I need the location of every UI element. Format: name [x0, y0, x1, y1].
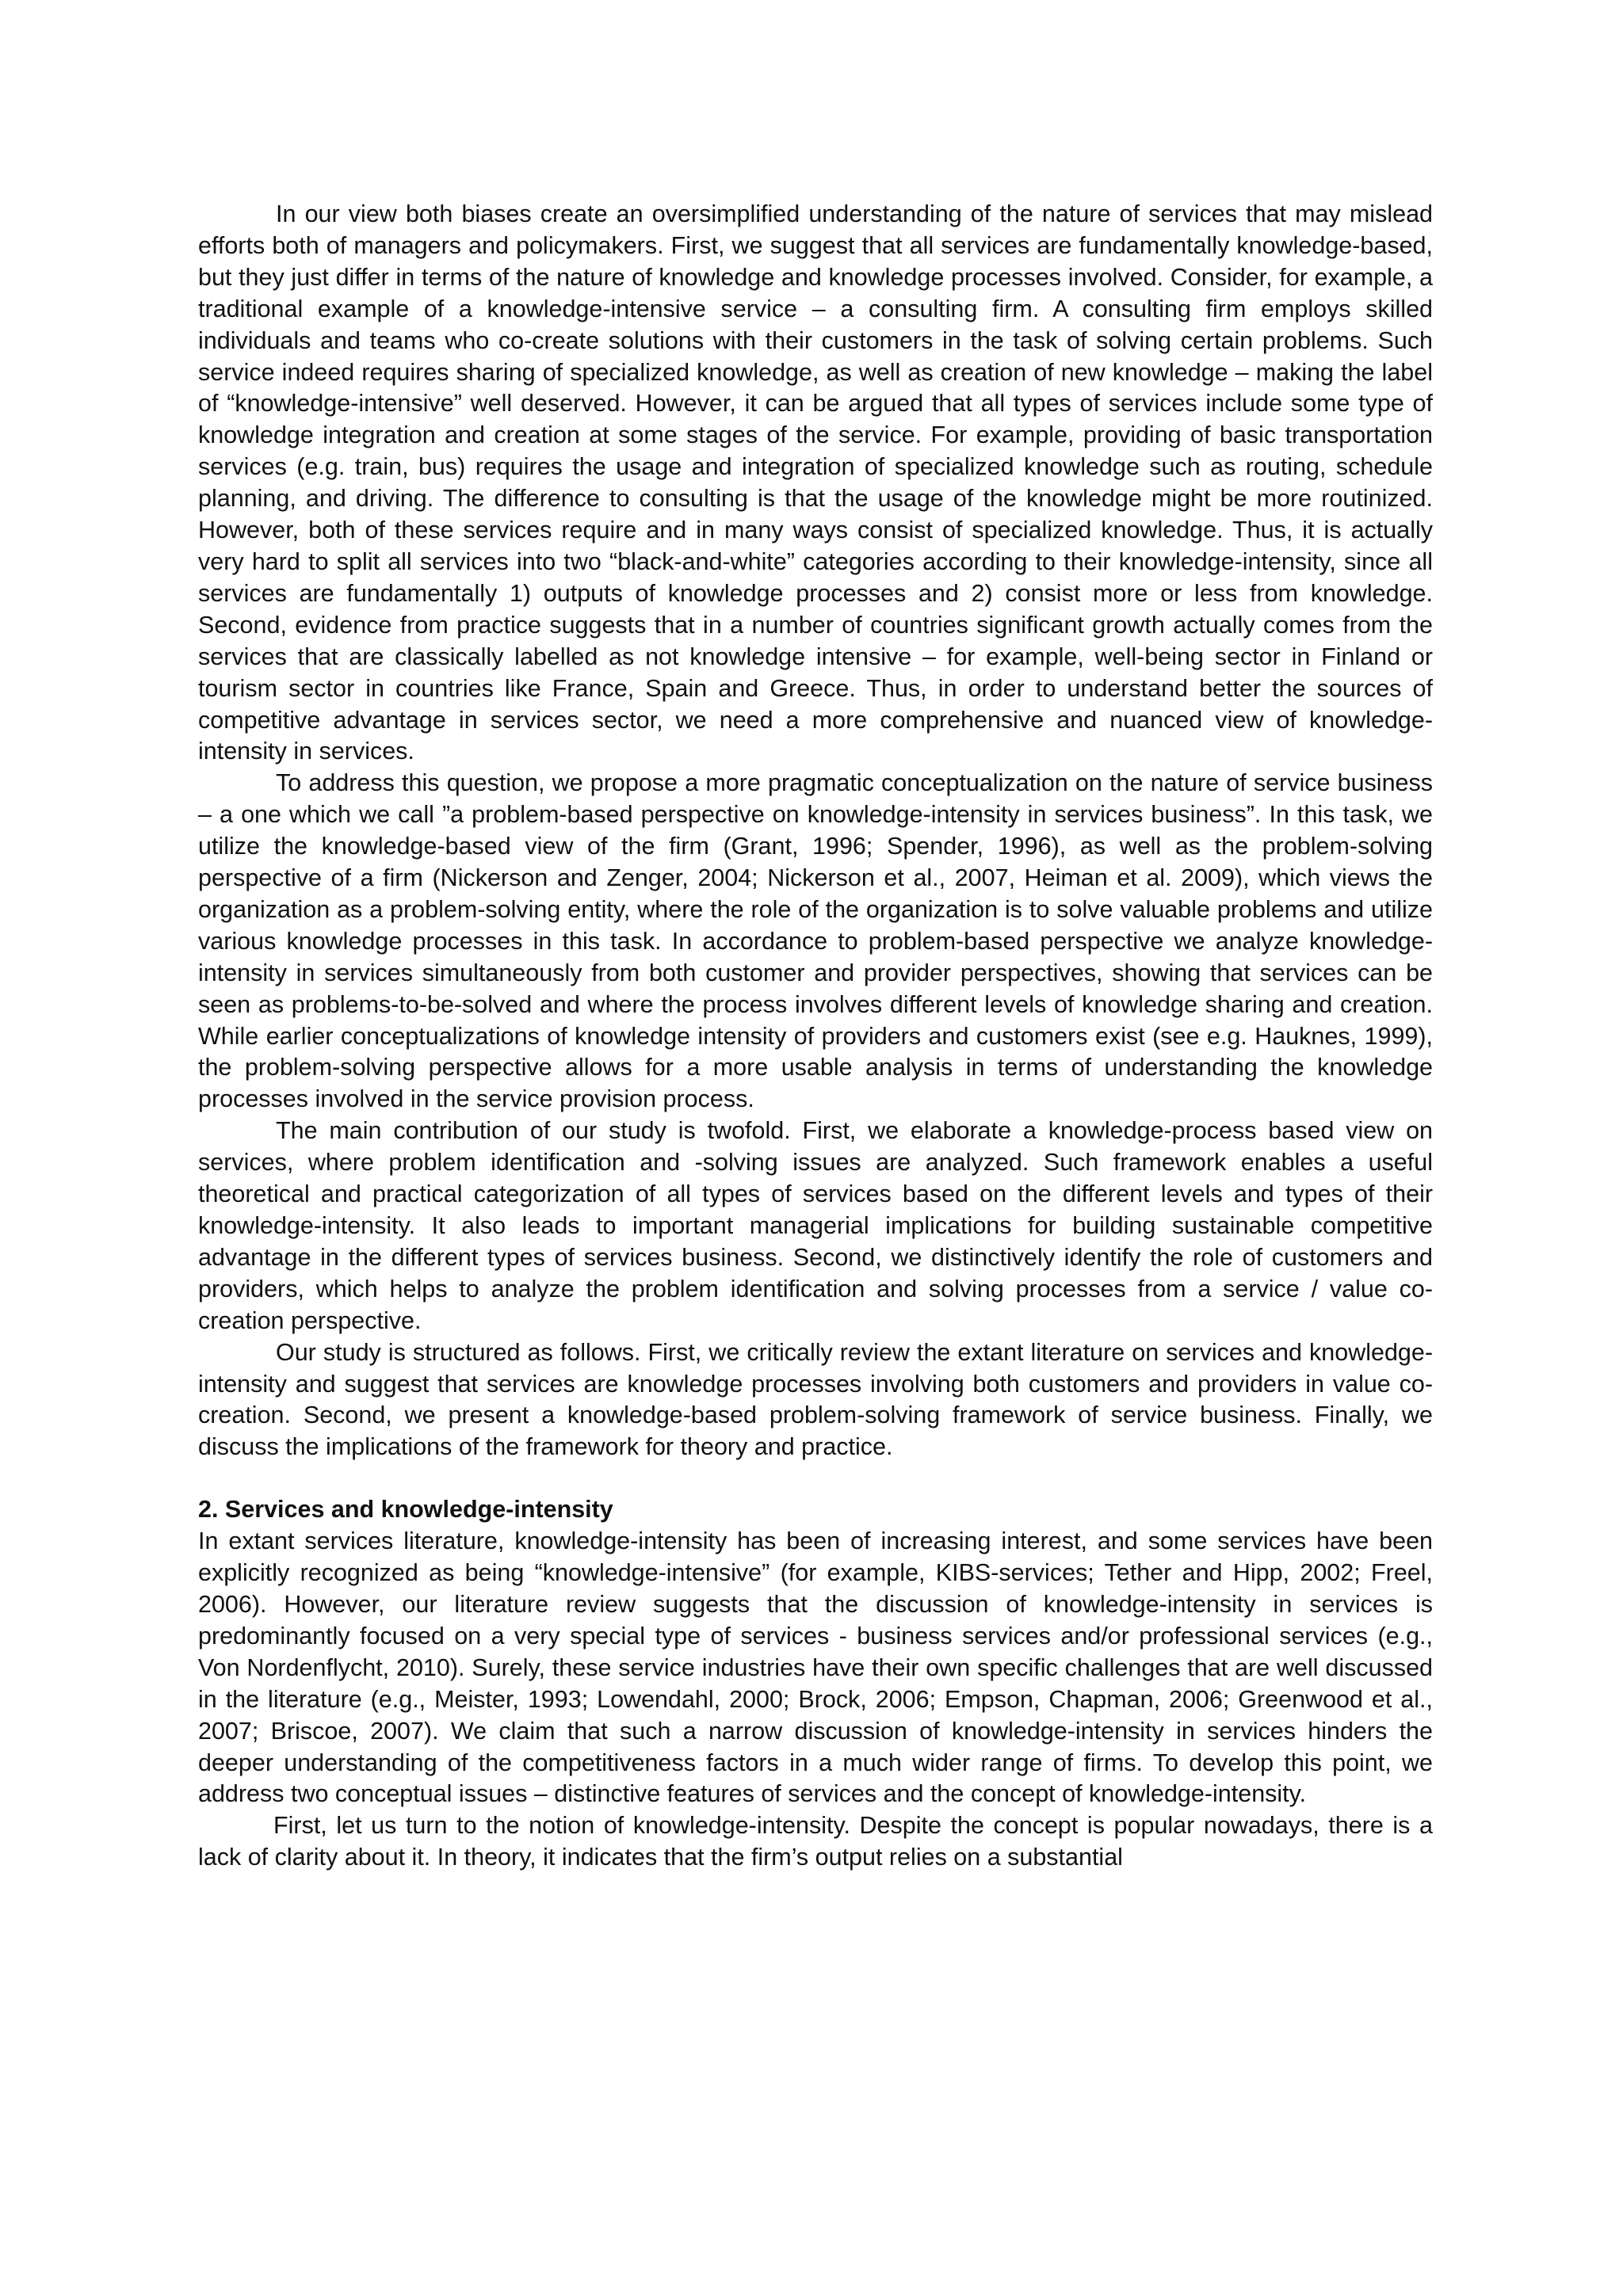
paragraph-knowledge-intensity-notion: First, let us turn to the notion of knowledge-intensity. Despite the concept is popular nowadays, there is a lack of clarity about it. In theory, it indicates that the firm’s output relies on a substantial	[198, 1812, 1433, 1871]
paragraph-problem-based-perspective: To address this question, we propose a more pragmatic conceptualization on the nature of service business – a one which we call ”a problem-based perspective on knowledge-intensity in services business”. In this task, we utilize the knowledge-based view of the firm (Grant, 1996; Spender, 1996), as well as the problem-solving perspective of a firm (Nickerson and Zenger, 2004; Nickerson et al., 2007, Heiman et al. 2009), which views the organization as a problem-solving entity, where the role of the organization is to solve valuable problems and utilize various knowledge processes in this task. In accordance to problem-based perspective we analyze knowledge-intensity in services simultaneously from both customer and provider perspectives, showing that services can be seen as problems-to-be-solved and where the process involves different levels of knowledge sharing and creation. While earlier conceptualizations of knowledge intensity of providers and customers exist (see e.g. Hauknes, 1999), the problem-solving perspective allows for a more usable analysis in terms of understanding the knowledge processes involved in the service provision process.	[198, 769, 1433, 1113]
paragraph-contribution: The main contribution of our study is twofold. First, we elaborate a knowledge-process based view on services, where problem identification and -solving issues are analyzed. Such framework enables a useful theoretical and practical categorization of all types of services based on the different levels and types of their knowledge-intensity. It also leads to important managerial implications for building sustainable competitive advantage in the different types of services business. Second, we distinctively identify the role of customers and providers, which helps to analyze the problem identification and solving processes from a service / value co-creation perspective.	[198, 1117, 1433, 1334]
page-body	[198, 199, 1433, 1874]
section-heading: 2. Services and knowledge-intensity	[198, 1496, 613, 1524]
paragraph-biases: In our view both biases create an oversimplified understanding of the nature of services that may mislead efforts both of managers and policymakers. First, we suggest that all services are fundamentally knowledge-based, but they just differ in terms of the nature of knowledge and knowledge processes involved. Consider, for example, a traditional example of a knowledge-intensive service – a consulting firm. A consulting firm employs skilled individuals and teams who co-create solutions with their customers in the task of solving certain problems. Such service indeed requires sharing of specialized knowledge, as well as creation of new knowledge – making the label of “knowledge-intensive” well deserved. However, it can be argued that all types of services include some type of knowledge integration and creation at some stages of the service. For example, providing of basic transportation services (e.g. train, bus) requires the usage and integration of specialized knowledge such as routing, schedule planning, and driving. The difference to consulting is that the usage of the knowledge might be more routinized. However, both of these services require and in many ways consist of specialized knowledge. Thus, it is actually very hard to split all services into two “black-and-white” categories according to their knowledge-intensity, since all services are fundamentally 1) outputs of knowledge processes and 2) consist more or less from knowledge. Second, evidence from practice suggests that in a number of countries significant growth actually comes from the services that are classically labelled as not knowledge intensive – for example, well-being sector in Finland or tourism sector in countries like France, Spain and Greece. Thus, in order to understand better the sources of competitive advantage in services sector, we need a more comprehensive and nuanced view of knowledge-intensity in services.	[198, 200, 1433, 765]
paragraph-structure: Our study is structured as follows. First, we critically review the extant literature on services and knowledge-intensity and suggest that services are knowledge processes involving both customers and providers in value co-creation. Second, we present a knowledge-based problem-solving framework of service business. Finally, we discuss the implications of the framework for theory and practice.	[198, 1338, 1433, 1461]
paragraph-extant-literature: In extant services literature, knowledge-intensity has been of increasing interest, and some services have been explicitly recognized as being “knowledge-intensive” (for example, KIBS-services; Tether and Hipp, 2002; Freel, 2006). However, our literature review suggests that the discussion of knowledge-intensity in services is predominantly focused on a very special type of services - business services and/or professional services (e.g., Von Nordenflycht, 2010). Surely, these service industries have their own specific challenges that are well discussed in the literature (e.g., Meister, 1993; Lowendahl, 2000; Brock, 2006; Empson, Chapman, 2006; Greenwood et al., 2007; Briscoe, 2007). We claim that such a narrow discussion of knowledge-intensity in services hinders the deeper understanding of the competitiveness factors in a much wider range of firms. To develop this point, we address two conceptual issues – distinctive features of services and the concept of knowledge-intensity.	[198, 1527, 1433, 1808]
